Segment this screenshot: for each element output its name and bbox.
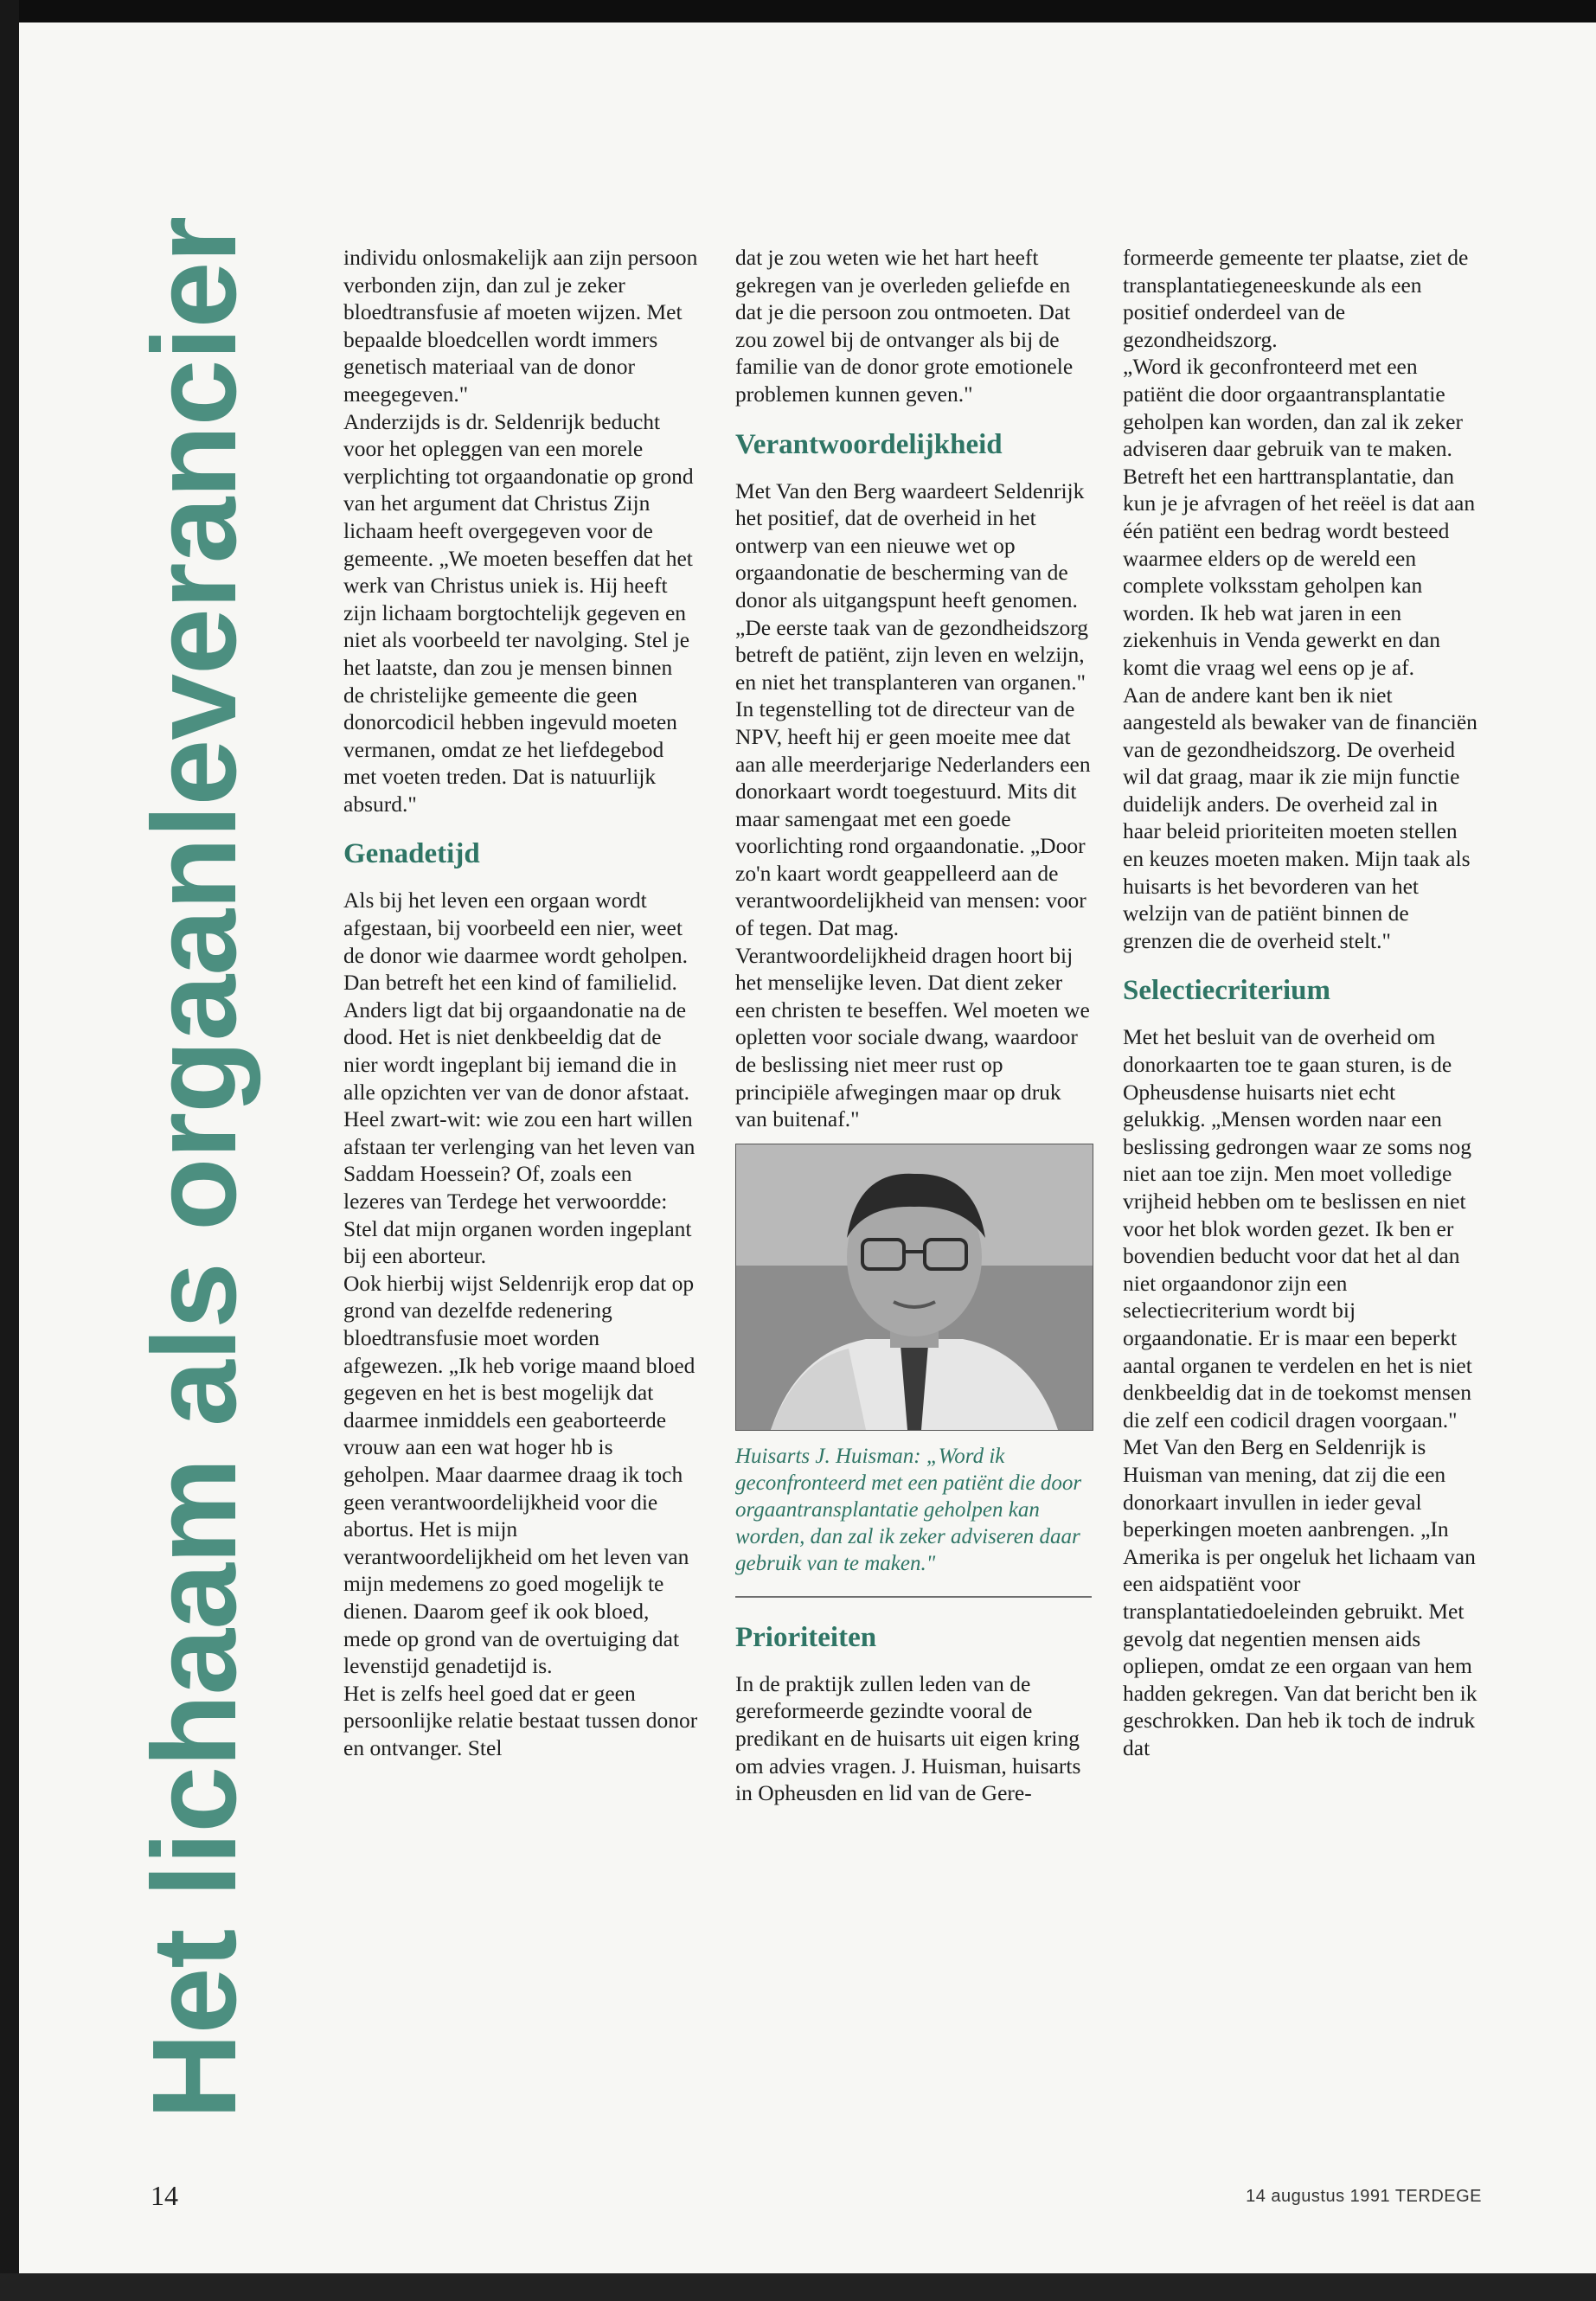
paragraph: dat je zou weten wie het hart heeft gekregen van je overleden geliefde en dat je die persoon zou ontmoeten. Dat zou zowel bij de ontvanger als bij de familie van de donor grote emotionele problemen kunnen geven." [735, 245, 1074, 407]
paragraph: Met Van den Berg en Seldenrijk is Huisman van mening, dat zij die een donorkaart invullen in ieder geval beperkingen moeten aanbrengen. „In Amerika is per ongeluk het lichaam van een aidspatiënt voor transplantatiedoeleinden gebruikt. Met gevolg dat negentien mensen aids opliepen, omdat ze een orgaan van hem hadden gekregen. Van dat bericht ben ik geschrokken. Dan heb ik toch de indruk dat [1123, 1434, 1477, 1760]
scan-border-left [0, 0, 19, 2301]
portrait-photo [735, 1144, 1093, 1431]
paragraph: Anderzijds is dr. Seldenrijk beducht voor het opleggen van een morele verplichting tot orgaandonatie op grond van het argument dat Christus Zijn lichaam heeft overgegeven voor de gemeente. „We moeten beseffen dat het werk van Christus uniek is. Hij heeft zijn lichaam borgtochtelijk gegeven en niet als voorbeeld ter navolging. Stel je het laatste, dan zou je mensen binnen de christelijke gemeente die geen donorcodicil hebben ingevuld moeten vermanen, omdat ze het liefdegebod met voeten treden. Dat is natuurlijk absurd." [343, 408, 694, 817]
paragraph: In de praktijk zullen leden van de gereformeerde gezindte vooral de predikant en de huisarts uit eigen kring om advies vragen. J. Huisman, huisarts in Opheusden en lid van de Gere- [735, 1670, 1081, 1806]
photo-caption: Huisarts J. Huisman: „Word ik geconfronteerd met een patiënt die door orgaantransplantatie geholpen kan worden, dan zal ik zeker adviseren daar gebruik van te maken." [735, 1443, 1092, 1598]
article-column-1 [343, 244, 698, 1761]
subheading-genadetijd: Genadetijd [343, 838, 480, 870]
paragraph: „Word ik geconfronteerd met een patiënt die door orgaantransplantatie geholpen kan worden, dan zal ik zeker adviseren daar gebruik van te maken. [1123, 354, 1463, 462]
headline-container [128, 216, 261, 2119]
scan-border-bottom [0, 2273, 1596, 2301]
paragraph: Betreft het een harttransplantatie, dan kun je je afvragen of het reëel is dat aan één patiënt een bedrag wordt besteed waarmee elders op de wereld een complete volksstam geholpen kan worden. Ik heb wat jaren in een ziekenhuis in Venda gewerkt en dan komt die vraag wel eens op je af. [1123, 463, 1476, 680]
article-column-3 [1123, 244, 1479, 1761]
subheading-verantwoordelijkheid: Verantwoordelijkheid [735, 428, 1003, 460]
scan-border-top [0, 0, 1596, 22]
paragraph: Het is zelfs heel goed dat er geen persoonlijke relatie bestaat tussen donor en ontvanger. Stel [343, 1680, 698, 1760]
paragraph: Als bij het leven een orgaan wordt afgestaan, bij voorbeeld een nier, weet de donor wie daarmee wordt geholpen. Dan betreft het een kind of familielid. Anders ligt dat bij orgaandonatie na de dood. Het is niet denkbeeldig dat de nier wordt ingeplant bij iemand die in alle opzichten ver van de donor afstaat. Heel zwart-wit: wie zou een hart willen afstaan ter verlenging van het leven van Saddam Hoessein? Of, zoals een lezeres van Terdege het verwoordde: Stel dat mijn organen worden ingeplant bij een aborteur. [343, 888, 695, 1269]
paragraph: Met het besluit van de overheid om donorkaarten toe te gaan sturen, is de Opheusdense huisarts niet echt gelukkig. „Mensen worden naar een beslissing gedrongen waar ze soms nog niet aan toe zijn. Men moet volledige vrijheid hebben om te beslissen en niet voor het blok worden gezet. Ik ben er bovendien beducht voor dat het al dan niet orgaandonor zijn een selectiecriterium wordt bij orgaandonatie. Er is maar een beperkt aantal organen te verdelen en het is niet denkbeeldig dat in de toekomst mensen die zelf een codicil dragen voorgaan." [1123, 1024, 1472, 1433]
article-column-2 [735, 244, 1092, 1807]
subheading-prioriteiten: Prioriteiten [735, 1621, 877, 1653]
issue-footer: 14 augustus 1991 TERDEGE [1246, 2187, 1482, 2206]
paragraph: formeerde gemeente ter plaatse, ziet de transplantatiegeneeskunde als een positief onderdeel van de gezondheidszorg. [1123, 245, 1469, 352]
paragraph: Met Van den Berg waardeert Seldenrijk het positief, dat de overheid in het ontwerp van een nieuwe wet op orgaandonatie de bescherming van de donor als uitgangspunt heeft genomen. „De eerste taak van de gezondheidszorg betreft de patiënt, zijn leven en welzijn, en niet het transplanteren van organen." [735, 478, 1089, 695]
paragraph: Aan de andere kant ben ik niet aangesteld als bewaker van de financiën van de gezondheidszorg. De overheid wil dat graag, maar ik zie mijn functie duidelijk anders. De overheid zal in haar beleid prioriteiten moeten stellen en keuzes moeten maken. Mijn taak als huisarts is het bevorderen van het welzijn van de patiënt binnen de grenzen die de overheid stelt." [1123, 682, 1477, 953]
portrait-illustration [736, 1144, 1093, 1430]
headline: Het lichaam als orgaanleverancier [128, 216, 261, 2119]
page-number: 14 [151, 2180, 178, 2211]
paragraph: Ook hierbij wijst Seldenrijk erop dat op grond van dezelfde redenering bloedtransfusie moet worden afgewezen. „Ik heb vorige maand bloed gegeven en het is best mogelijk dat daarmee inmiddels een geaborteerde vrouw aan een wat hoger hb is geholpen. Maar daarmee draag ik toch geen verantwoordelijkheid voor die abortus. Het is mijn verantwoordelijkheid om het leven van mijn medemens zo goed mogelijk te dienen. Daarom geef ik ook bloed, mede op grond van de overtuiging dat levenstijd genadetijd is. [343, 1270, 695, 1679]
paragraph: In tegenstelling tot de directeur van de NPV, heeft hij er geen moeite mee dat aan alle meerderjarige Nederlanders een donorkaart wordt toegestuurd. Mits dit maar samengaat met een goede voorlichting rond orgaandonatie. „Door zo'n kaart wordt geappelleerd aan de verantwoordelijkheid van mensen: voor of tegen. Dat mag. Verantwoordelijkheid dragen hoort bij het menselijke leven. Dat dient zeker een christen te beseffen. Wel moeten we opletten voor sociale dwang, waardoor de beslissing niet meer rust op principiële afwegingen maar op druk van buitenaf." [735, 696, 1091, 1132]
paragraph: individu onlosmakelijk aan zijn persoon verbonden zijn, dan zul je zeker bloedtransfusie af moeten wijzen. Met bepaalde bloedcellen wordt immers genetisch materiaal van de donor meegegeven." [343, 245, 698, 407]
subheading-selectiecriterium: Selectiecriterium [1123, 975, 1331, 1007]
